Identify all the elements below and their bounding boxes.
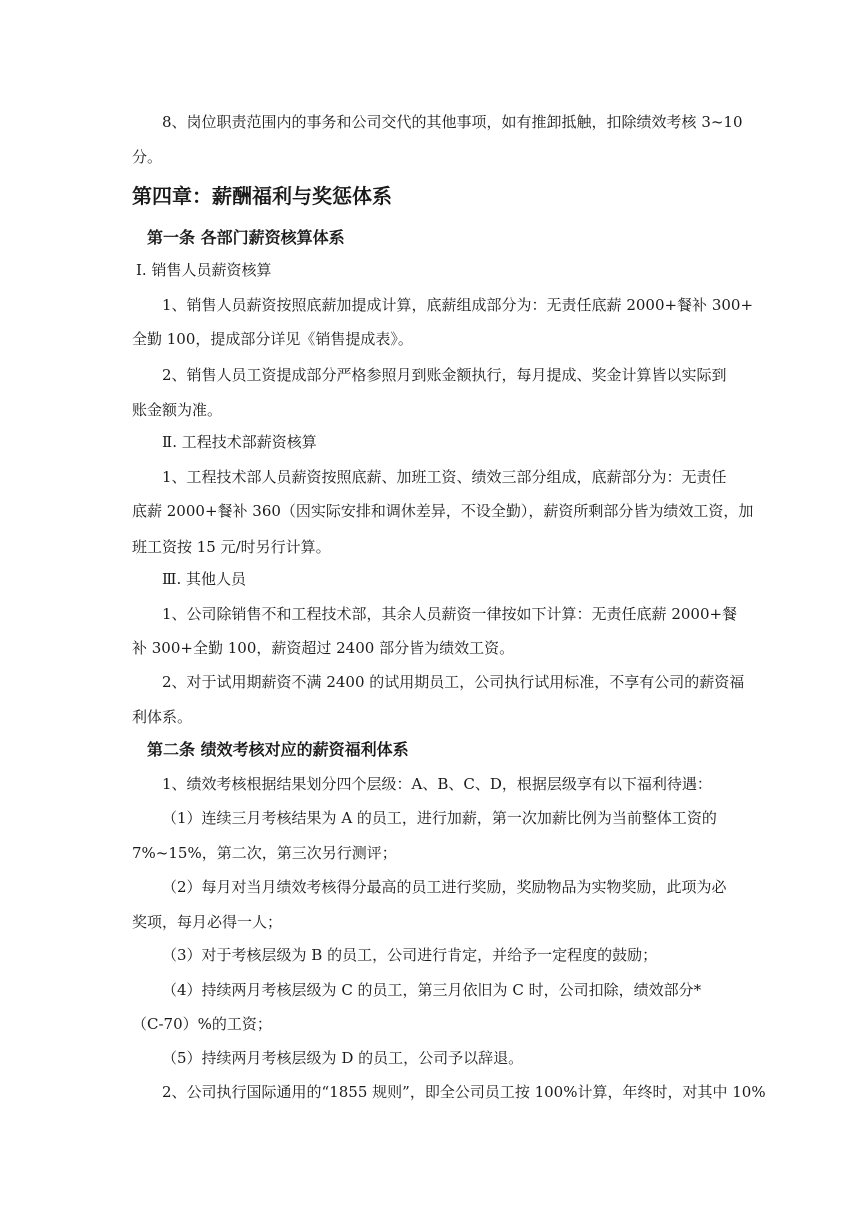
paragraph-line: 奖项，每月必得一人； (132, 913, 283, 931)
paragraph-line: 补 300+全勤 100，薪资超过 2400 部分皆为绩效工资。 (132, 639, 515, 657)
paragraph-line: （3）对于考核层级为 B 的员工，公司进行肯定，并给予一定程度的鼓励； (162, 946, 658, 964)
paragraph-line: 全勤 100，提成部分详见《销售提成表》。 (132, 330, 413, 348)
paragraph-line: （1）连续三月考核结果为 A 的员工，进行加薪，第一次加薪比例为当前整体工资的 (162, 809, 717, 827)
section-heading: Ⅰ. 销售人员薪资核算 (136, 261, 272, 279)
article-heading: 第二条 绩效考核对应的薪资福利体系 (147, 740, 409, 759)
section-heading: Ⅱ. 工程技术部薪资核算 (162, 433, 317, 451)
paragraph-line: 班工资按 15 元/时另行计算。 (132, 538, 331, 556)
chapter-heading: 第四章：薪酬福利与奖惩体系 (132, 184, 392, 208)
paragraph-line: （5）持续两月考核层级为 D 的员工，公司予以辞退。 (162, 1049, 524, 1067)
paragraph-line: 底薪 2000+餐补 360（因实际安排和调休差异，不设全勤），薪资所剩部分皆为绩效工资，加 (132, 502, 754, 520)
paragraph-line: 2、销售人员工资提成部分严格参照月到账金额执行，每月提成、奖金计算皆以实际到 (162, 366, 727, 384)
paragraph-line: 1、销售人员薪资按照底薪加提成计算，底薪组成部分为：无责任底薪 2000+餐补 300+ (162, 296, 754, 314)
paragraph-line: 1、工程技术部人员薪资按照底薪、加班工资、绩效三部分组成，底薪部分为：无责任 (162, 468, 727, 486)
paragraph-line: 账金额为准。 (132, 401, 223, 419)
paragraph-line: 1、公司除销售不和工程技术部，其余人员薪资一律按如下计算：无责任底薪 2000+餐 (162, 605, 738, 623)
paragraph-line: 8、岗位职责范围内的事务和公司交代的其他事项，如有推卸抵触，扣除绩效考核 3~10 (162, 113, 743, 131)
section-heading: Ⅲ. 其他人员 (162, 570, 247, 588)
article-heading: 第一条 各部门薪资核算体系 (147, 228, 345, 247)
paragraph-line: （2）每月对当月绩效考核得分最高的员工进行奖励，奖励物品为实物奖励，此项为必 (162, 878, 727, 896)
paragraph-line: 2、对于试用期薪资不满 2400 的试用期员工，公司执行试用标准，不享有公司的薪资福 (162, 673, 745, 691)
paragraph-line: 7%~15%，第二次，第三次另行测评； (132, 844, 397, 862)
paragraph-line: 分。 (132, 148, 163, 166)
paragraph-line: 2、公司执行国际通用的“1855 规则”，即全公司员工按 100%计算，年终时，对其中 10% (162, 1083, 766, 1101)
paragraph-line: 利体系。 (132, 708, 193, 726)
paragraph-line: （C-70）%的工资； (132, 1015, 272, 1033)
paragraph-line: 1、绩效考核根据结果划分四个层级：A、B、C、D，根据层级享有以下福利待遇： (162, 775, 712, 793)
paragraph-line: （4）持续两月考核层级为 C 的员工，第三月依旧为 C 时，公司扣除，绩效部分* (162, 981, 702, 999)
